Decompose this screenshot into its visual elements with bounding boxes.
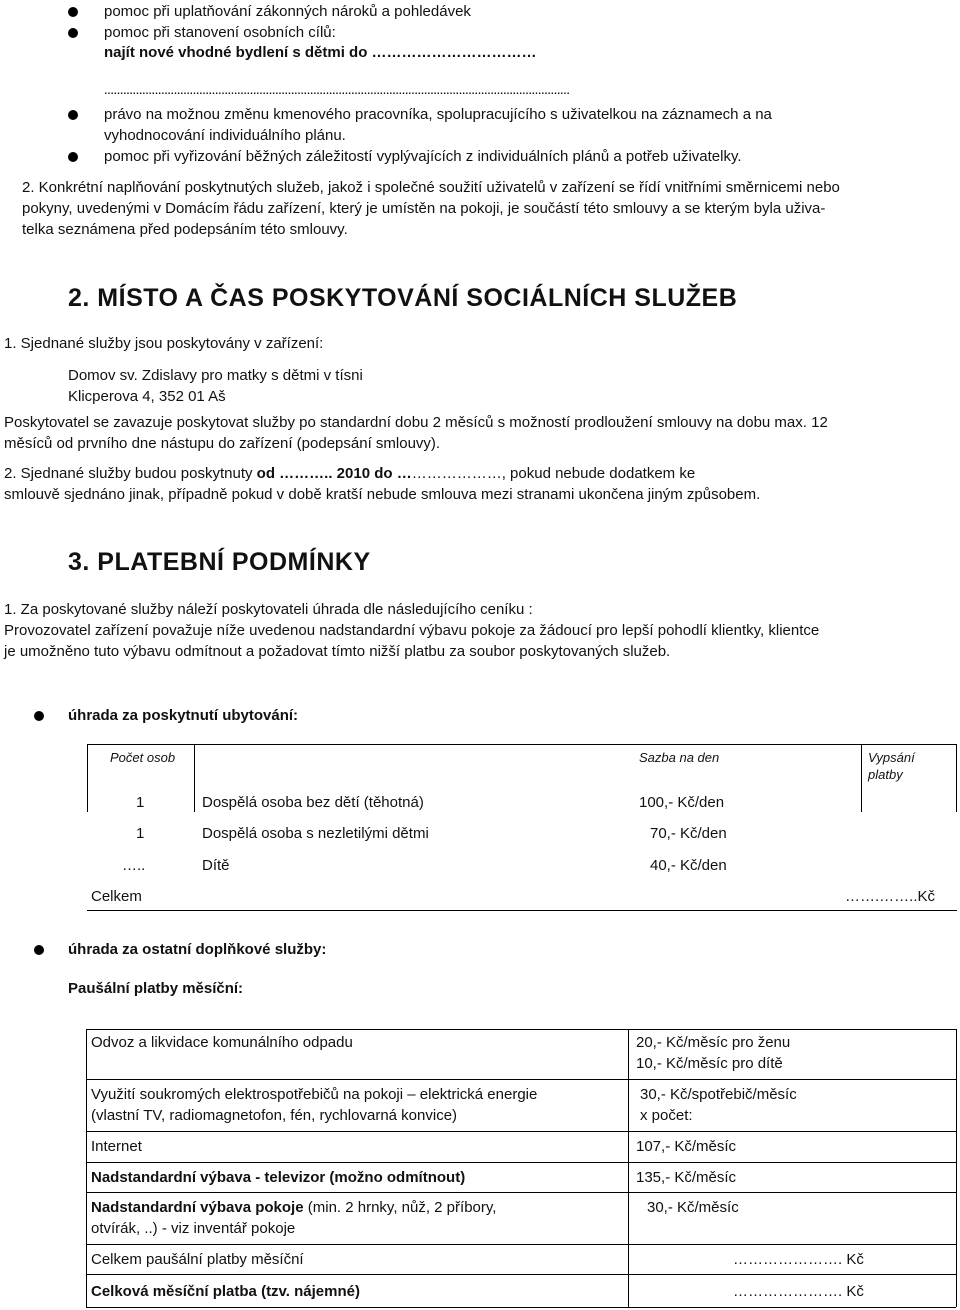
column-header: platby — [868, 767, 903, 782]
table-border — [956, 744, 957, 812]
column-header: Vypsání — [868, 750, 915, 765]
address-line: Klicperova 4, 352 01 Aš — [68, 388, 226, 405]
service-price: 10,- Kč/měsíc pro dítě — [636, 1055, 783, 1072]
column-header: Počet osob — [110, 750, 176, 765]
service-name-rest: (min. 2 hrnky, nůž, 2 příbory, — [303, 1199, 497, 1216]
table-border — [194, 744, 195, 812]
table-cell: …….……..Kč — [845, 888, 936, 905]
text-line: Provozovatel zařízení považuje níže uvedenou nadstandardní výbavu pokoje za žádoucí pro lepší pohodlí klientky, klientce — [4, 622, 820, 639]
bullet-text: najít nové vhodné bydlení s dětmi do …………………………… — [104, 44, 537, 61]
table-cell: 1 — [136, 825, 145, 842]
table-border — [86, 1274, 956, 1275]
paragraph-line: 2. Konkrétní naplňování poskytnutých služeb, jakož i společné soužití uživatelů v zařízení se řídí vnitřními směrnicemi nebo — [22, 179, 840, 196]
bullet-icon — [68, 28, 78, 38]
text-segment: 2. Sjednané služby budou poskytnuty — [4, 465, 257, 482]
table-border — [86, 1131, 956, 1132]
service-price: 20,- Kč/měsíc pro ženu — [636, 1034, 791, 1051]
service-price: 135,- Kč/měsíc — [636, 1169, 737, 1186]
service-name-bold: Nadstandardní výbava pokoje — [91, 1199, 304, 1216]
text-line: 1. Sjednané služby jsou poskytovány v zařízení: — [4, 335, 324, 352]
text-segment: ………………, pokud nebude dodatkem ke — [411, 465, 696, 482]
date-range: od ……….. 2010 do … — [256, 465, 412, 482]
paragraph-line: pokyny, uvedenými v Domácím řádu zařízení, který je umístěn na pokoji, je součástí této smlouvy a se kterým byla uživa- — [22, 200, 826, 217]
table-cell: Dítě — [202, 857, 230, 874]
bullet-icon — [34, 711, 44, 721]
service-price: …………………. Kč — [733, 1283, 864, 1300]
table-border — [86, 1079, 956, 1080]
service-price: …………………. Kč — [733, 1251, 864, 1268]
bullet-text: právo na možnou změnu kmenového pracovníka, spolupracujícího s uživatelkou na záznamech a na — [104, 106, 772, 123]
table-cell: Dospělá osoba bez dětí (těhotná) — [202, 794, 424, 811]
subsection-title: úhrada za poskytnutí ubytování: — [68, 707, 299, 724]
text-line — [4, 465, 695, 482]
service-price: 30,- Kč/spotřebič/měsíc — [640, 1086, 797, 1103]
table-border — [86, 1307, 956, 1308]
text-line: měsíců od prvního dne nástupu do zařízení (podepsání smlouvy). — [4, 435, 441, 452]
bullet-icon — [34, 945, 44, 955]
table-border — [86, 1029, 87, 1307]
service-name: otvírák, ..) - viz inventář pokoje — [91, 1220, 296, 1237]
table-border — [87, 744, 88, 812]
section-heading: 2. MÍSTO A ČAS POSKYTOVÁNÍ SOCIÁLNÍCH SLUŽEB — [68, 284, 738, 312]
service-price: 30,- Kč/měsíc — [647, 1199, 739, 1216]
text-line: Poskytovatel se zavazuje poskytovat služby po standardní dobu 2 měsíců s možností prodloužení smlouvy na dobu max. 12 — [4, 414, 828, 431]
subsection-title: úhrada za ostatní doplňkové služby: — [68, 941, 327, 958]
paragraph-line: telka seznámena před podepsáním této smlouvy. — [22, 221, 348, 238]
bullet-icon — [68, 110, 78, 120]
table-border — [87, 910, 957, 911]
subsection-subtitle: Paušální platby měsíční: — [68, 980, 244, 997]
table-border — [86, 1029, 956, 1030]
table-border — [87, 744, 957, 745]
table-cell: Dospělá osoba s nezletilými dětmi — [202, 825, 429, 842]
text-line: smlouvě sjednáno jinak, případně pokud v době kratší nebude smlouva mezi stranami ukončena jiným způsobem. — [4, 486, 761, 503]
table-cell: 1 — [136, 794, 145, 811]
table-border — [861, 744, 862, 812]
table-cell: 70,- Kč/den — [650, 825, 727, 842]
bullet-text: pomoc při stanovení osobních cílů: — [104, 24, 336, 41]
address-line: Domov sv. Zdislavy pro matky s dětmi v tísni — [68, 367, 363, 384]
service-price: x počet: — [640, 1107, 693, 1124]
section-heading: 3. PLATEBNÍ PODMÍNKY — [68, 548, 371, 576]
service-name: Nadstandardní výbava - televizor (možno odmítnout) — [91, 1169, 466, 1186]
table-cell: 100,- Kč/den — [639, 794, 725, 811]
bullet-text: pomoc při uplatňování zákonných nároků a pohledávek — [104, 3, 471, 20]
service-name: (vlastní TV, radiomagnetofon, fén, rychlovarná konvice) — [91, 1107, 458, 1124]
table-border — [86, 1244, 956, 1245]
service-name — [91, 1199, 496, 1216]
service-name: Odvoz a likvidace komunálního odpadu — [91, 1034, 353, 1051]
bullet-icon — [68, 152, 78, 162]
table-cell: 40,- Kč/den — [650, 857, 727, 874]
table-border — [86, 1162, 956, 1163]
service-name: Využití soukromých elektrospotřebičů na pokoji – elektrická energie — [91, 1086, 538, 1103]
column-header: Sazba na den — [639, 750, 720, 765]
bullet-text: vyhodnocování individuálního plánu. — [104, 127, 346, 144]
table-cell: ….. — [122, 857, 146, 874]
bullet-text: pomoc při vyřizování běžných záležitostí vyplývajících z individuálních plánů a potřeb uživatelky. — [104, 148, 742, 165]
text-line: je umožněno tuto výbavu odmítnout a požadovat tímto nižší platbu za soubor poskytovaných služeb. — [4, 643, 671, 660]
table-border — [628, 1029, 629, 1307]
table-border — [86, 1192, 956, 1193]
bullet-icon — [68, 7, 78, 17]
service-name: Celková měsíční platba (tzv. nájemné) — [91, 1283, 360, 1300]
service-name: Celkem paušální platby měsíční — [91, 1251, 304, 1268]
bullet-text: ………………………………………………………………………………………………………………………………… — [104, 86, 570, 97]
table-border — [956, 1029, 957, 1307]
service-name: Internet — [91, 1138, 142, 1155]
text-line: 1. Za poskytované služby náleží poskytovateli úhrada dle následujícího ceníku : — [4, 601, 533, 618]
table-cell: Celkem — [91, 888, 142, 905]
service-price: 107,- Kč/měsíc — [636, 1138, 737, 1155]
